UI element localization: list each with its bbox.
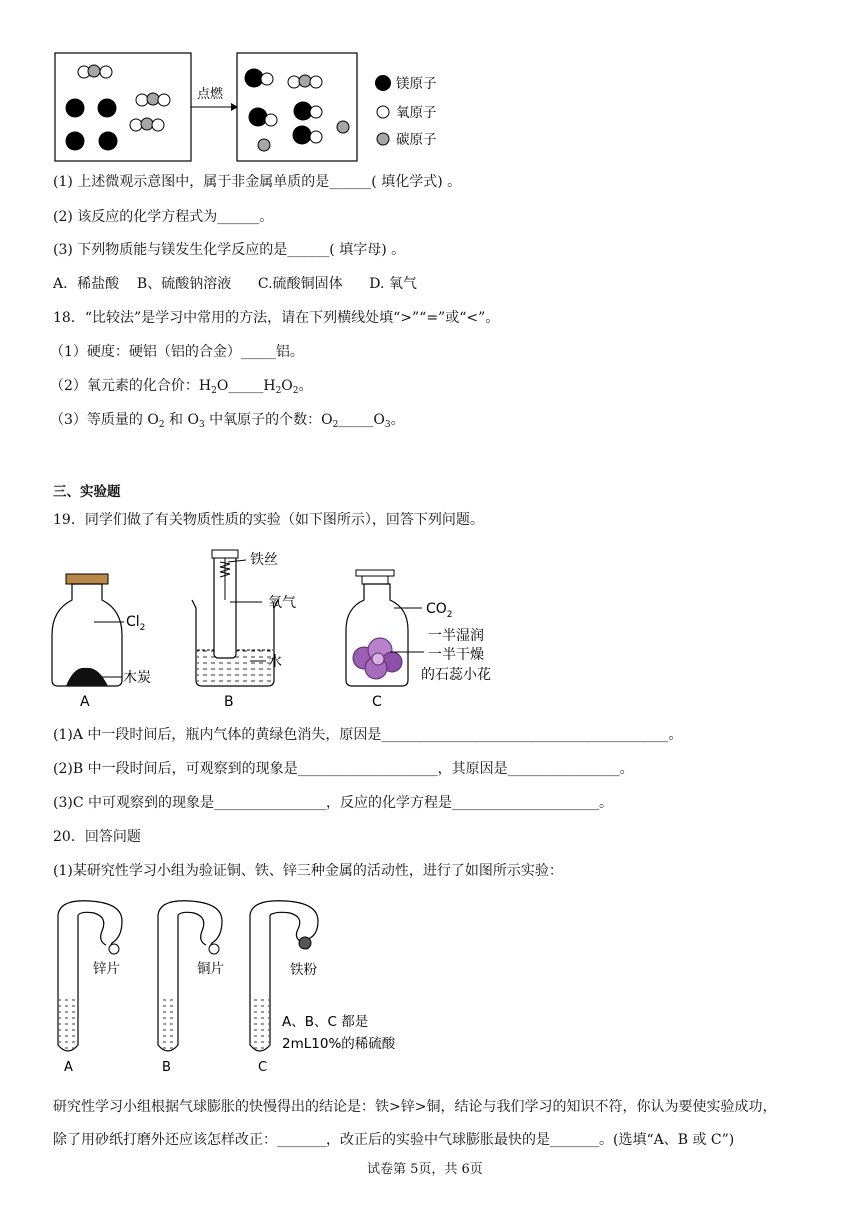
q20-para-line1: 研究性学习小组根据气球膨胀的快慢得出的结论是：铁>锌>铜，结论与我们学习的知识不符，你认为要使实验成功，: [53, 1099, 777, 1115]
arrow-label: 点燃: [197, 87, 224, 102]
b-liquid-label: 水: [268, 654, 282, 670]
q18-sub3: （3）等质量的 $O_2$ 和 $O_3$ 中氧原子的个数：$O_2\_\_\_\_\_O_3$。: [50, 412, 405, 430]
iron-powder: [299, 937, 311, 949]
zinc-piece: [109, 944, 119, 954]
copper-piece: [209, 944, 219, 954]
q19-sub2: (2)B 中一段时间后，可观察到的现象是____________________，其原因是________________。: [53, 761, 634, 777]
legend-o-label: 氧原子: [396, 105, 437, 121]
q20-para-line2: 除了用砂纸打磨外还应该怎样改正：_______，改正后的实验中气球膨胀最快的是_______。(选填“A、B 或 C”): [53, 1132, 735, 1148]
a-solid-label: 木炭: [123, 670, 151, 686]
section-experiment-title: 三、实验题: [53, 484, 121, 500]
tube-a: [58, 901, 122, 1075]
tube-c-metal: 铁粉: [290, 962, 317, 978]
tube-c-label: C: [258, 1060, 268, 1075]
q17-sub3: (3) 下列物质能与镁发生化学反应的是______( 填字母) 。: [53, 242, 406, 258]
acid-note-line2: 2mL10%的稀硫酸: [282, 1036, 396, 1052]
q18-stem: 18．“比较法”是学习中常用的方法，请在下列横线处填“>”“=”或“<”。: [53, 310, 500, 326]
bottle-c: [346, 570, 491, 710]
mg-atom: [98, 99, 117, 118]
c-label: C: [372, 694, 382, 710]
b-label: B: [224, 694, 234, 710]
b-gas-label: 氧气: [268, 595, 296, 611]
a-label: A: [80, 694, 90, 710]
b-wire-label: 铁丝: [250, 552, 278, 568]
tube-b: [158, 901, 224, 1075]
legend-mg-swatch: [375, 75, 391, 91]
mg-atom: [66, 99, 85, 118]
mg-atom: [99, 132, 118, 151]
q20-test-tubes-diagram: [50, 895, 410, 1075]
q20-stem: 20．回答问题: [53, 829, 141, 845]
tube-a-label: A: [64, 1060, 73, 1075]
q17-sub1: (1) 上述微观示意图中，属于非金属单质的是______( 填化学式) 。: [53, 174, 462, 190]
tube-a-metal: 锌片: [93, 961, 120, 977]
q19-sub3: (3)C 中可观察到的现象是________________，反应的化学方程是_____________________。: [53, 795, 613, 811]
q19-apparatus-diagram: [50, 540, 520, 712]
legend-c-swatch: [377, 133, 389, 145]
reaction-micro-diagram: [50, 50, 470, 166]
c-flower-line3: 的石蕊小花: [421, 667, 491, 683]
q18-sub1: （1）硬度：硬铝（铝的合金）_____铝。: [50, 344, 304, 360]
page-footer: 试卷第 5页，共 6页: [367, 1162, 483, 1177]
bottle-a: [52, 574, 151, 710]
a-gas-label: $Cl_2$: [126, 614, 146, 633]
mg-atom: [66, 132, 85, 151]
legend-mg-label: 镁原子: [396, 76, 437, 92]
c-gas-label: $CO_2$: [426, 601, 453, 620]
acid-note-line1: A、B、C 都是: [282, 1014, 369, 1030]
c-flower-line2: 一半干燥: [428, 647, 484, 663]
q20-sub1: (1)某研究性学习小组为验证铜、铁、锌三种金属的活动性，进行了如图所示实验：: [53, 863, 563, 879]
apparatus-b: [192, 550, 296, 710]
c-flower-line1: 一半湿润: [428, 628, 484, 644]
legend-c-label: 碳原子: [396, 132, 437, 148]
q19-sub1: (1)A 中一段时间后，瓶内气体的黄绿色消失，原因是_________________________________________。: [53, 727, 683, 743]
tube-b-label: B: [162, 1060, 171, 1075]
q17-options: A．稀盐酸 B、硫酸钠溶液 C.硫酸铜固体 D. 氧气: [53, 276, 417, 292]
q19-stem: 19．同学们做了有关物质性质的实验（如下图所示），回答下列问题。: [53, 512, 484, 528]
q17-sub2: (2) 该反应的化学方程式为______。: [53, 209, 274, 225]
legend-o-swatch: [377, 106, 389, 118]
tube-b-metal: 铜片: [197, 961, 224, 977]
q18-sub2: （2）氧元素的化合价：$H_2O\_\_\_\_\_H_2O_2$。: [50, 378, 313, 396]
